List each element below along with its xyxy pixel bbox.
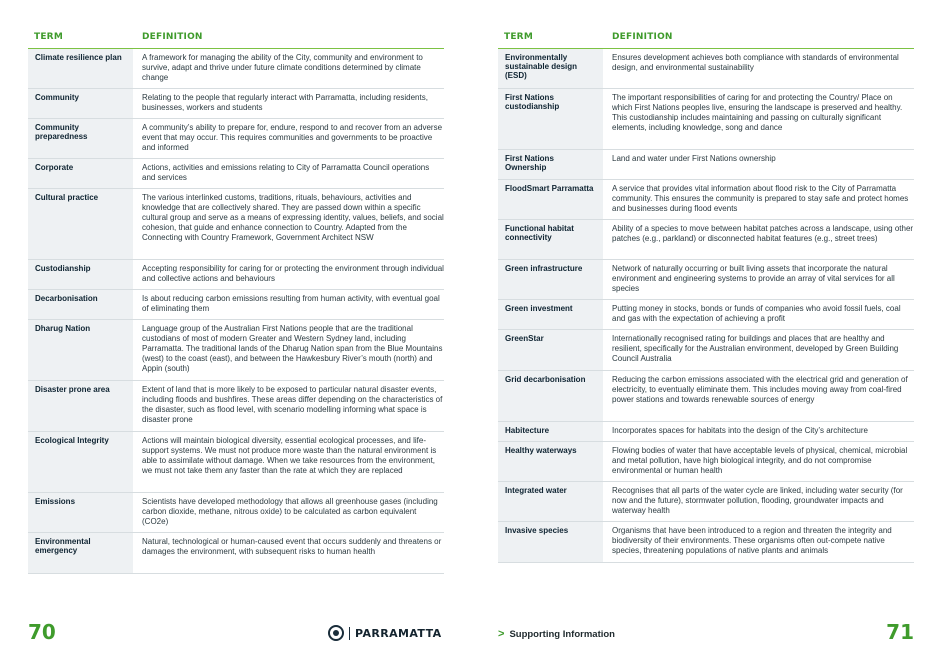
term-cell: Environmental emergency [28,533,133,573]
table-row [498,150,914,180]
table-row [498,220,914,260]
term-cell: Habitecture [498,422,603,441]
table-row [498,180,914,220]
definition-cell: A community’s ability to prepare for, endure, respond to and recover from an adverse event that may occur. This requires communities and governments to be proactive and informed [142,123,443,152]
table-row [28,119,444,159]
table-row [498,442,914,482]
definition-cell: Internationally recognised rating for buildings and places that are healthy and resilient, specifically for the Australian environment, developed by Green Building Council Australia [612,334,899,363]
section-name: Supporting Information [509,628,615,640]
table-row [498,300,914,330]
term-cell: Functional habitat connectivity [498,220,603,259]
term-cell: Climate resilience plan [28,49,133,88]
definition-cell: Accepting responsibility for caring for or protecting the environment through individual and collective actions and behaviours [142,264,444,283]
term-cell: Dharug Nation [28,320,133,380]
table-row [28,533,444,574]
definition-cell: A service that provides vital information about flood risk to the City of Parramatta community. This ensures the community is prepared to stay safe and protect homes and businesses during flood events [612,184,909,213]
right-page [498,0,914,665]
definition-column-header: DEFINITION [612,32,673,42]
table-row [498,522,914,563]
definition-cell: Incorporates spaces for habitats into the design of the City’s architecture [612,426,868,435]
term-column-header: TERM [504,32,533,42]
definition-cell: Organisms that have been introduced to a region and threaten the integrity and biodiversity of their environments. These organisms often out-compete native species, threatening populations of native plants and animals [612,526,892,555]
definition-cell: Language group of the Australian First Nations people that are the traditional custodians of most of modern Greater and Western Sydney land, including Parramatta. The traditional lands of the Dharug Nation span from the Blue Mountains (west) to the coast (east), and between the Hawkesbury River’s mouth (north) and Appin (south) [142,324,443,373]
term-cell: Green infrastructure [498,260,603,299]
logo-text: PARRAMATTA [355,626,442,640]
table-row [498,371,914,422]
table-row [28,381,444,432]
left-page [28,0,444,665]
table-row [498,49,914,89]
table-row [28,159,444,189]
table-row [498,330,914,371]
term-cell: FloodSmart Parramatta [498,180,603,219]
table-row [498,422,914,442]
definition-column-header: DEFINITION [142,32,203,42]
table-row [28,290,444,320]
definition-cell: Actions, activities and emissions relating to City of Parramatta Council operations and services [142,163,430,182]
definition-cell: Actions will maintain biological diversity, essential ecological processes, and life-support systems. We must not produce more waste than the natural environment is able to assimilate without damage. When we take resources from the environment, we must not take them any faster than the rate at which they are replaced [142,436,437,475]
glossary-table-right [498,49,914,563]
definition-cell: Flowing bodies of water that have acceptable levels of physical, chemical, microbial and metal pollution, have high biological integrity, and do not compromise environmental or human health [612,446,908,475]
definition-cell: The various interlinked customs, traditions, rituals, behaviours, activities and knowledge that are collectively shared. They are passed down within a specific cultural group and serve as a means of expressing identity, values, beliefs, and social cohesion, that guide and enhance connection to Country. Adapted from the Connecting with Country Framework, Government Architect NSW [142,193,444,242]
definition-cell: Scientists have developed methodology that allows all greenhouse gases (including carbon dioxide, methane, nitrous oxide) to be calculated as carbon equivalent (CO2e) [142,497,438,526]
definition-cell: Ability of a species to move between habitat patches across a landscape, using other patches (e.g., parkland) or disconnected habitat features (e.g., street trees) [612,224,914,243]
term-cell: Integrated water [498,482,603,521]
table-row [498,89,914,150]
table-row [28,320,444,381]
term-cell: Emissions [28,493,133,532]
table-row [498,482,914,522]
table-row [28,89,444,119]
term-cell: Green investment [498,300,603,329]
definition-cell: Natural, technological or human-caused event that occurs suddenly and threatens or damages the environment, with subsequent risks to human health [142,537,442,556]
table-row [28,260,444,290]
section-footer [498,628,615,640]
term-cell: Cultural practice [28,189,133,259]
table-header-right [498,31,914,49]
definition-cell: A framework for managing the ability of the City, community and environment to survive, adapt and thrive under future climate conditions determined by climate change [142,53,423,82]
term-cell: Community [28,89,133,118]
term-cell: Decarbonisation [28,290,133,319]
page-number-left: 70 [28,620,56,644]
chevron-right-icon: > [498,628,505,640]
term-cell: Ecological Integrity [28,432,133,492]
term-column-header: TERM [34,32,63,42]
definition-cell: Extent of land that is more likely to be exposed to particular natural disaster events, including floods and bushfires. These areas differ depending on the characteristics of the disaster, such as flood level, with scenario modelling informing what space is disaster prone [142,385,443,424]
term-cell: Healthy waterways [498,442,603,481]
definition-cell: Recognises that all parts of the water cycle are linked, including water security (for now and the future), stormwater pollution, flooding, groundwater impacts and waterway health [612,486,903,515]
logo-divider [349,627,350,640]
table-header-left [28,31,444,49]
table-row [28,493,444,533]
term-cell: Custodianship [28,260,133,289]
table-row [498,260,914,300]
term-cell: GreenStar [498,330,603,370]
parramatta-logo [328,624,442,642]
definition-cell: Relating to the people that regularly interact with Parramatta, including residents, businesses, workers and students [142,93,428,112]
term-cell: Community preparedness [28,119,133,158]
glossary-table-left [28,49,444,574]
term-cell: First Nations custodianship [498,89,603,149]
table-row [28,49,444,89]
term-cell: Grid decarbonisation [498,371,603,421]
term-cell: Invasive species [498,522,603,562]
council-crest-icon [328,625,344,641]
term-cell: Environmentally sustainable design (ESD) [498,49,603,88]
definition-cell: Is about reducing carbon emissions resulting from human activity, with eventual goal of eliminating them [142,294,440,313]
table-row [28,189,444,260]
definition-cell: Putting money in stocks, bonds or funds of companies who avoid fossil fuels, coal and gas with the expectation of achieving a profit [612,304,901,323]
table-row [28,432,444,493]
page-number-right: 71 [886,620,914,644]
definition-cell: Reducing the carbon emissions associated with the electrical grid and generation of electricity, to eventually eliminate them. This includes moving away from coal-fired power stations and towards renewable sources of energy [612,375,908,404]
definition-cell: The important responsibilities of caring for and protecting the Country/ Place on which First Nations peoples live, ensuring the landscape is preserved and healthy. This custodianship includes maintaining and passing on culturally significant elements, including knowledge, song and dance [612,93,903,132]
term-cell: First Nations Ownership [498,150,603,179]
definition-cell: Ensures development achieves both compliance with standards of environmental design, and environmental sustainability [612,53,899,72]
term-cell: Corporate [28,159,133,188]
term-cell: Disaster prone area [28,381,133,431]
definition-cell: Network of naturally occurring or built living assets that incorporate the natural environment and engineering systems to provide an array of vital services for all species [612,264,895,293]
definition-cell: Land and water under First Nations ownership [612,154,776,163]
